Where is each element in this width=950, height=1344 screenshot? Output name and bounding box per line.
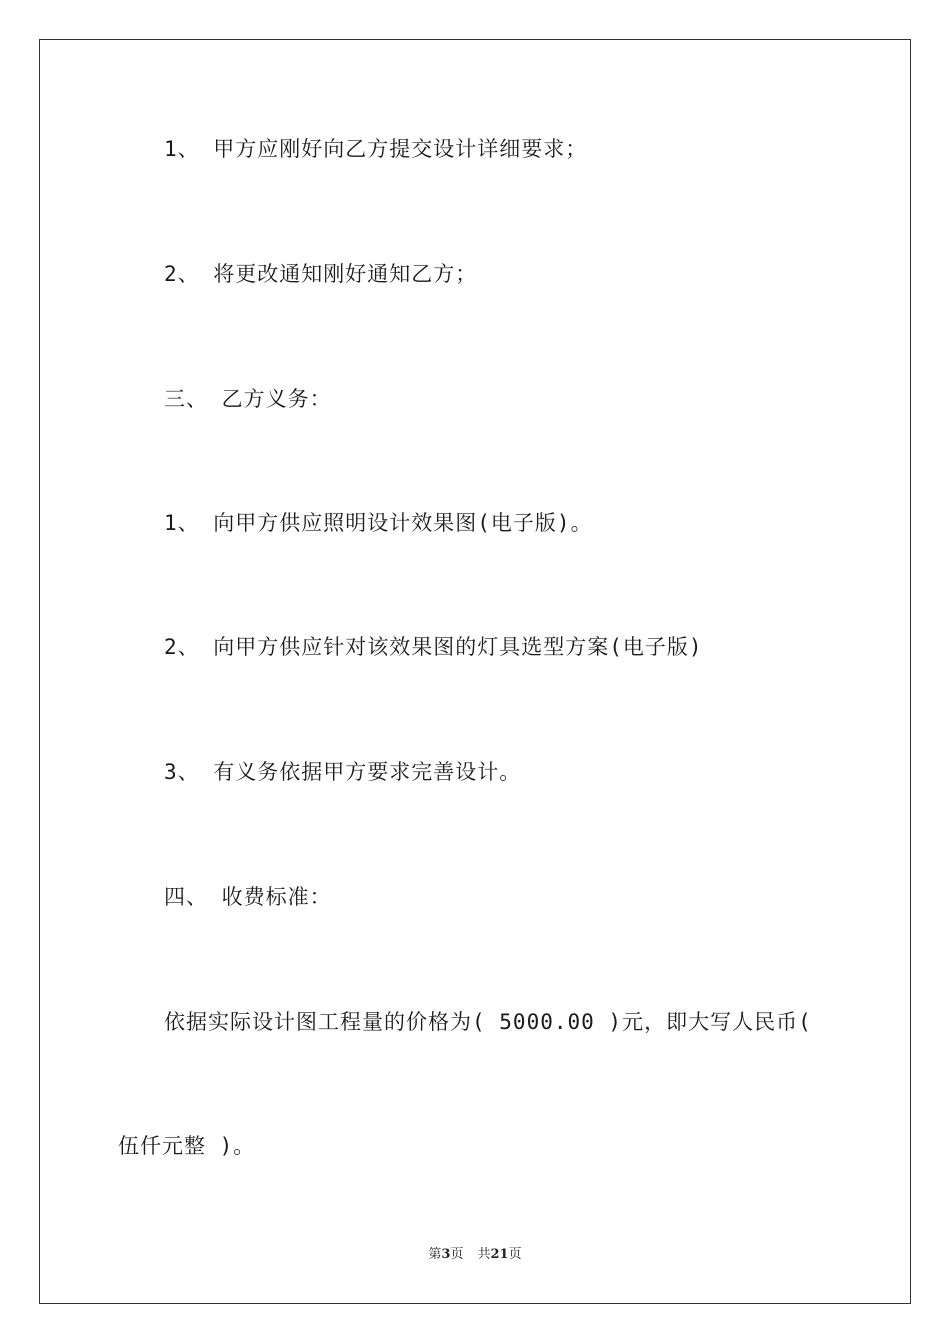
clause-a2-change-notice: 2、 将更改通知刚好通知乙方； xyxy=(164,262,478,286)
clause-a1-client-requirements: 1、 甲方应刚好向乙方提交设计详细要求； xyxy=(164,137,588,161)
fee-amount-in-words: 伍仟元整 )。 xyxy=(118,1134,256,1158)
page-footer xyxy=(0,1245,950,1265)
section-heading-party-b-obligations: 三、 乙方义务： xyxy=(164,387,332,411)
section-heading-fee-standard: 四、 收费标准： xyxy=(164,885,332,909)
clause-b3-design-refinement: 3、 有义务依据甲方要求完善设计。 xyxy=(164,760,522,784)
current-page-number: 3 xyxy=(441,1247,451,1262)
clause-b1-renderings: 1、 向甲方供应照明设计效果图(电子版)。 xyxy=(164,511,593,535)
total-prefix: 共 xyxy=(477,1247,491,1262)
page-frame xyxy=(39,39,911,1304)
total-page-count: 21 xyxy=(490,1247,509,1262)
page-suffix: 页 xyxy=(450,1247,464,1262)
fee-statement: 依据实际设计图工程量的价格为( 5000.00 )元，即大写人民币( xyxy=(164,1010,812,1034)
page-prefix: 第 xyxy=(428,1247,442,1262)
clause-b2-fixture-selection: 2、 向甲方供应针对该效果图的灯具选型方案(电子版) xyxy=(164,635,703,659)
total-suffix: 页 xyxy=(508,1247,522,1262)
